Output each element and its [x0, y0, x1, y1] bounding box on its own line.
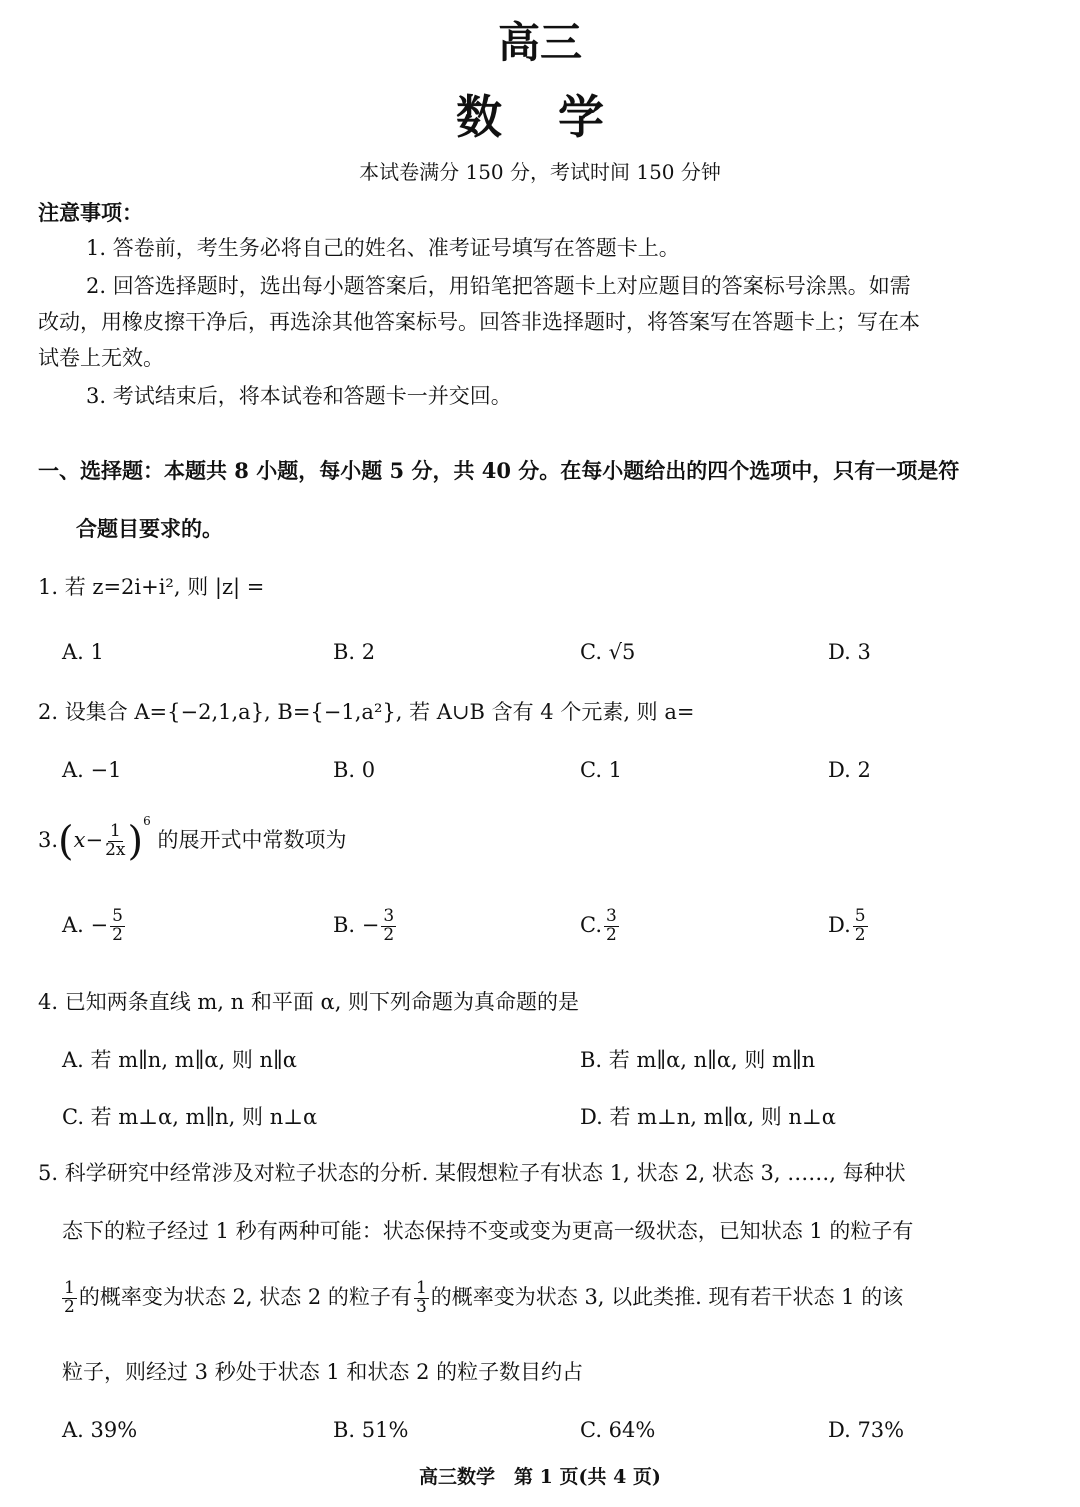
q2-option-b: B. 0 — [333, 758, 376, 782]
q2-stem: 2. 设集合 A={−2,1,a}, B={−1,a²}, 若 A∪B 含有 4 个元素, 则 a= — [38, 700, 695, 724]
note-item: 1. 答卷前，考生务必将自己的姓名、准考证号填写在答题卡上。 — [86, 236, 680, 260]
q4-stem: 4. 已知两条直线 m, n 和平面 α, 则下列命题为真命题的是 — [38, 990, 580, 1014]
q5-line: 粒子，则经过 3 秒处于状态 1 和状态 2 的粒子数目约占 — [62, 1360, 584, 1384]
page-footer: 高三数学 第 1 页(共 4 页) — [419, 1466, 661, 1488]
q3-option-a: A. − $\frac{5}{2}$ — [62, 906, 123, 945]
q5-line: $\frac{1}{2}$ 的概率变为状态 2, 状态 2 的粒子有 $\frac{1}{3}$ 的概率变为状态 3, 以此类推. 现有若干状态 1 的该 — [64, 1278, 904, 1317]
section-heading-cont: 合题目要求的。 — [76, 516, 223, 541]
q5-line: 态下的粒子经过 1 秒有两种可能：状态保持不变或变为更高一级状态，已知状态 1 的粒子有 — [62, 1219, 914, 1243]
subject-title: 数 学 — [455, 90, 624, 144]
grade-title: 高三 — [497, 18, 582, 67]
note-item: 改动，用橡皮擦干净后，再选涂其他答案标号。回答非选择题时，将答案写在答题卡上；写在本 — [38, 310, 920, 334]
q5-option-a: A. 39% — [62, 1418, 138, 1442]
q5-line: 5. 科学研究中经常涉及对粒子状态的分析. 某假想粒子有状态 1, 状态 2, 状态 3, ……, 每种状 — [38, 1161, 906, 1185]
q1-stem: 1. 若 z=2i+i², 则 |z| = — [38, 575, 265, 599]
q4-option-d: D. 若 m⊥n, m∥α, 则 n⊥α — [580, 1105, 836, 1129]
q3-option-c: C. $\frac{3}{2}$ — [580, 906, 617, 945]
q2-option-d: D. 2 — [828, 758, 871, 782]
q5-option-c: C. 64% — [580, 1418, 656, 1442]
q5-option-d: D. 73% — [828, 1418, 905, 1442]
q3-option-b: B. − $\frac{3}{2}$ — [333, 906, 395, 945]
q4-option-c: C. 若 m⊥α, m∥n, 则 n⊥α — [62, 1105, 318, 1129]
q1-option-d: D. 3 — [828, 640, 871, 664]
q3-option-d: D. $\frac{5}{2}$ — [828, 906, 866, 945]
fraction: $\frac{1}{2x}$ — [105, 821, 126, 860]
q1-option-a: A. 1 — [62, 640, 104, 664]
q4-option-a: A. 若 m∥n, m∥α, 则 n∥α — [62, 1048, 297, 1072]
section-heading: 一、选择题：本题共 8 小题，每小题 5 分，共 40 分。在每小题给出的四个选项中，只有一项是符 — [38, 458, 960, 483]
q2-option-a: A. −1 — [62, 758, 122, 782]
subtitle: 本试卷满分 150 分，考试时间 150 分钟 — [359, 160, 721, 184]
q4-option-b: B. 若 m∥α, n∥α, 则 m∥n — [580, 1048, 816, 1072]
note-item: 3. 考试结束后，将本试卷和答题卡一并交回。 — [86, 384, 512, 408]
q1-option-c: C. √5 — [580, 640, 636, 664]
q3-stem: 3.(x− $\frac{1}{2x}$ )$^6$ 的展开式中常数项为 — [38, 814, 347, 865]
note-item: 试卷上无效。 — [38, 346, 164, 370]
q2-option-c: C. 1 — [580, 758, 623, 782]
note-item: 2. 回答选择题时，选出每小题答案后，用铅笔把答题卡上对应题目的答案标号涂黑。如需 — [86, 274, 911, 298]
q1-option-b: B. 2 — [333, 640, 376, 664]
q5-option-b: B. 51% — [333, 1418, 409, 1442]
notes-title: 注意事项： — [38, 200, 143, 225]
